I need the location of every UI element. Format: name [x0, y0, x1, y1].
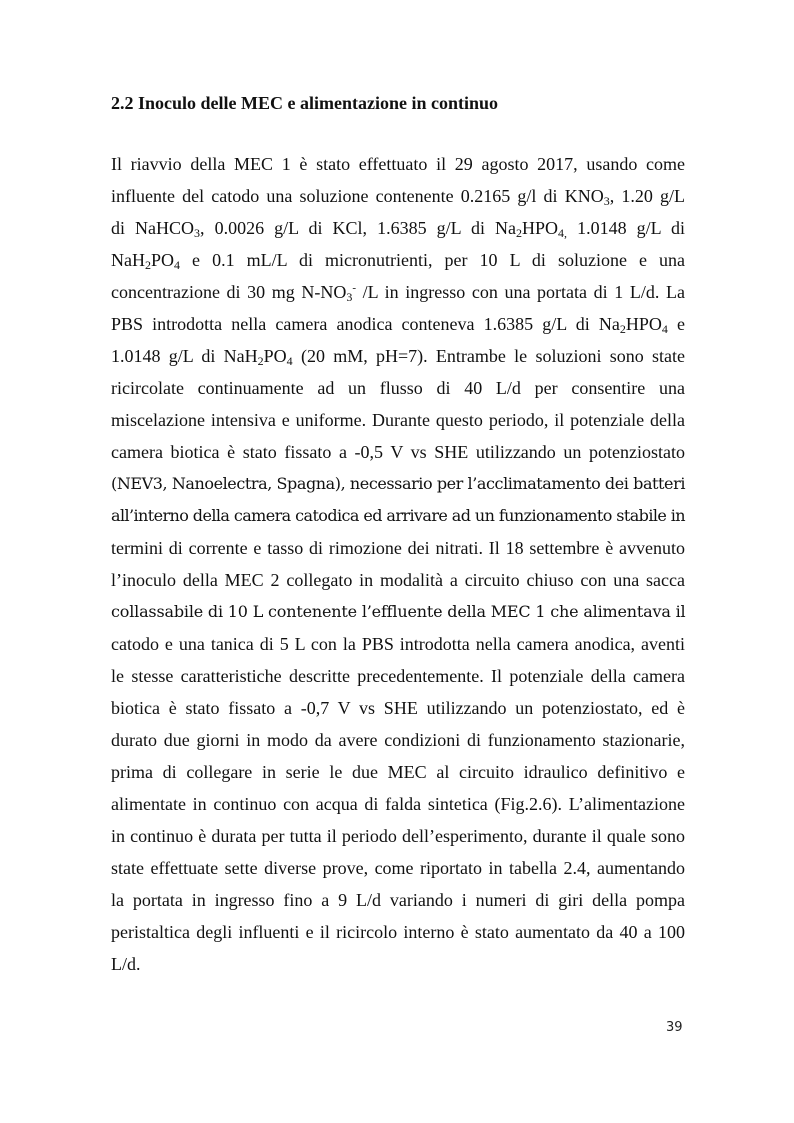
text-line-25: peristaltica degli influenti e il ricircolo interno è stato aumentato da 40 a 100	[111, 922, 685, 942]
text-line-18: biotica è stato fissato a -0,7 V vs SHE utilizzando un potenziostato, ed è	[111, 698, 685, 718]
text-line-7: 1.0148 g/L di $NaH_2PO_4$ (20 mM, pH=7). Entrambe le soluzioni sono state	[111, 346, 685, 368]
text-line-26: L/d.	[111, 954, 141, 974]
text-line-12: all’interno della camera catodica ed arrivare ad un funzionamento stabile in	[111, 506, 686, 525]
text-line-14: l’inoculo della MEC 2 collegato in modalità a circuito chiuso con una sacca	[111, 570, 685, 590]
text-line-11: (NEV3, Nanoelectra, Spagna), necessario per l’acclimatamento dei batteri	[111, 474, 686, 493]
text-line-24: la portata in ingresso fino a 9 L/d variando i numeri di giri della pompa	[111, 890, 685, 910]
text-line-8: ricircolate continuamente ad un flusso di 40 L/d per consentire una	[111, 378, 685, 398]
text-line-20: prima di collegare in serie le due MEC al circuito idraulico definitivo e	[111, 762, 685, 782]
text-line-17: le stesse caratteristiche descritte precedentemente. Il potenziale della camera	[111, 666, 685, 686]
text-line-9: miscelazione intensiva e uniforme. Durante questo periodo, il potenziale della	[111, 410, 685, 430]
text-line-21: alimentate in continuo con acqua di falda sintetica (Fig.2.6). L’alimentazione	[111, 794, 685, 814]
page-number: 39	[666, 1020, 683, 1035]
text-line-2: influente del catodo una soluzione contenente 0.2165 g/l di $KNO_3$, 1.20 g/L	[111, 186, 685, 208]
text-line-15: collassabile di 10 L contenente l’effluente della MEC 1 che alimentava il	[111, 602, 686, 621]
text-line-10: camera biotica è stato fissato a -0,5 V vs SHE utilizzando un potenziostato	[111, 442, 685, 462]
text-line-23: state effettuate sette diverse prove, come riportato in tabella 2.4, aumentando	[111, 858, 685, 878]
text-line-19: durato due giorni in modo da avere condizioni di funzionamento stazionarie,	[111, 730, 685, 750]
text-line-22: in continuo è durata per tutta il periodo dell’esperimento, durante il quale sono	[111, 826, 685, 846]
text-line-6: PBS introdotta nella camera anodica conteneva 1.6385 g/L di $Na_2HPO_4$ e	[111, 314, 685, 336]
text-line-5: concentrazione di 30 mg $N-NO_3^-$ /L in ingresso con una portata di 1 L/d. La	[111, 282, 685, 304]
text-line-3: di NaHCO$_3$, 0.0026 g/L di KCl, 1.6385 g/L di $Na_2HPO_{4,}$ 1.0148 g/L di	[111, 218, 685, 240]
body-paragraph	[111, 148, 685, 980]
text-line-4: $NaH_2PO_4$ e 0.1 mL/L di micronutrienti, per 10 L di soluzione e una	[111, 250, 685, 272]
text-line-16: catodo e una tanica di 5 L con la PBS introdotta nella camera anodica, aventi	[111, 634, 685, 654]
section-heading: 2.2 Inoculo delle MEC e alimentazione in continuo	[111, 93, 498, 113]
text-line-1: Il riavvio della MEC 1 è stato effettuato il 29 agosto 2017, usando come	[111, 154, 685, 174]
text-line-13: termini di corrente e tasso di rimozione dei nitrati. Il 18 settembre è avvenuto	[111, 538, 685, 558]
